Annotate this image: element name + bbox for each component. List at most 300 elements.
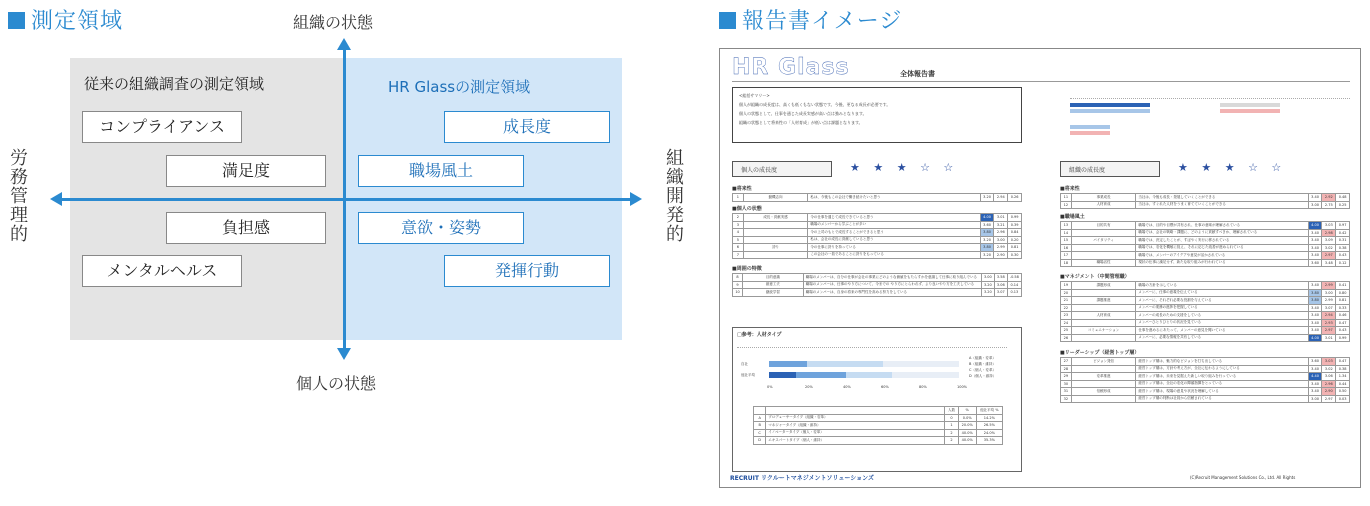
- section-title: ■周囲の特徴: [732, 266, 762, 272]
- row-question: 職場のメンバーは、自身の将来の専門性を高める努力をしている: [803, 289, 981, 297]
- section-title: ■職場風土: [1060, 214, 1085, 220]
- row-number: 11: [1061, 194, 1072, 202]
- row-benchmark: 2.99: [1322, 282, 1336, 290]
- ref-legend-item: D（個人・維持）: [969, 374, 997, 378]
- section-title: ■将来性: [1060, 186, 1080, 192]
- ref-cell: 14.2%: [976, 414, 1002, 422]
- ref-cell: B: [754, 422, 766, 430]
- item-behavior: 発揮行動: [444, 255, 610, 287]
- row-question: メンバーひとりひとりの状況を見ている: [1136, 319, 1308, 327]
- row-number: 27: [1061, 358, 1072, 366]
- row-diff: 0.97: [1336, 222, 1350, 230]
- hr-glass-area-title: HR Glassの測定領域: [388, 78, 531, 96]
- row-benchmark: 2.99: [994, 244, 1008, 252]
- row-benchmark: 2.97: [1322, 395, 1336, 403]
- row-benchmark: 2.75: [1322, 201, 1336, 209]
- score-row: [1061, 380, 1350, 388]
- ref-axis-tick: 100%: [957, 385, 968, 389]
- row-diff: 0.43: [1336, 252, 1350, 260]
- ref-bar-segment: [883, 361, 959, 367]
- row-diff: 0.84: [1008, 229, 1022, 237]
- score-row: [1061, 327, 1350, 335]
- summary-heading: <総括サマリー>: [739, 93, 770, 98]
- row-category: [1071, 334, 1136, 342]
- row-benchmark: 3.07: [994, 289, 1007, 297]
- ref-cell: D: [754, 437, 766, 445]
- row-benchmark: 2.98: [1322, 229, 1336, 237]
- ref-cell: プロデューサータイプ（組織・変革）: [766, 414, 945, 422]
- row-category: [1071, 252, 1136, 260]
- item-growth: 成長度: [444, 111, 610, 143]
- axis-label-top: 組織の状態: [293, 13, 374, 32]
- ref-row: [754, 422, 1003, 430]
- row-diff: 0.31: [1336, 237, 1350, 245]
- score-row: [733, 274, 1022, 282]
- score-row: [733, 229, 1022, 237]
- score-row: [1061, 365, 1350, 373]
- row-score: 3.60: [980, 221, 994, 229]
- ref-head-cell: 他社平均 %: [976, 407, 1002, 415]
- row-benchmark: 2.99: [1322, 297, 1336, 305]
- ref-legend-item: A（組織・変革）: [969, 356, 996, 360]
- ref-bar-segment: [796, 372, 846, 378]
- section-heading-scope: 測定領域: [8, 4, 123, 35]
- row-score: 3.20: [981, 289, 994, 297]
- row-diff: 0.47: [1336, 358, 1350, 366]
- score-row: [1061, 244, 1350, 252]
- score-row: [733, 214, 1022, 222]
- row-number: 19: [1061, 282, 1072, 290]
- ref-bar-segment: [807, 361, 883, 367]
- score-row: [733, 244, 1022, 252]
- section-title: ■マネジメント（中間管理職）: [1060, 274, 1130, 280]
- row-diff: 0.39: [1008, 221, 1022, 229]
- row-diff: 0.33: [1336, 304, 1350, 312]
- row-number: 2: [733, 214, 744, 222]
- row-score: 4.40: [1308, 373, 1322, 381]
- row-number: 30: [1061, 380, 1072, 388]
- row-category: 職場活性: [1071, 259, 1136, 267]
- row-question: 職場のメンバーは、自分の仕事が会社の事業にどのような価値をもたらすかを意識して仕事に取り組んでいる: [803, 274, 981, 282]
- row-benchmark: 3.00: [994, 236, 1008, 244]
- summary-line: 組織の状態として将来性の「人材育成」が低い点は課題となります。: [739, 120, 863, 125]
- row-question: メンバーの成長のための支援をしている: [1136, 312, 1308, 320]
- axis-label-right: 組織開発的: [663, 148, 684, 243]
- section-title: ■リーダーシップ（経営トップ層）: [1060, 350, 1140, 356]
- row-diff: -0.58: [1007, 274, 1021, 282]
- org-growth-stars: ★ ★ ★ ☆ ☆: [1178, 161, 1287, 174]
- personal-growth-label: 個人の成長度: [732, 161, 832, 177]
- row-category: バイタリティ: [1071, 237, 1136, 245]
- square-icon: [8, 12, 25, 29]
- row-question: 職場のメンバーから学ぶことが多い: [808, 221, 980, 229]
- ref-axis-tick: 40%: [843, 385, 851, 389]
- ref-note: [737, 340, 1007, 348]
- row-benchmark: 3.03: [1322, 222, 1336, 230]
- row-question: 私は、今後もこの会社で働き続けたいと思う: [808, 194, 980, 202]
- row-diff: 0.41: [1336, 282, 1350, 290]
- row-number: 18: [1061, 259, 1072, 267]
- axis-label-bottom: 個人の状態: [296, 374, 377, 393]
- note-lines: [1070, 85, 1350, 99]
- row-diff: 0.26: [1008, 194, 1022, 202]
- section-heading-report: 報告書イメージ: [719, 4, 902, 35]
- row-question: 職場のメンバーは、仕事のやり方について、今までの やり方にとらわれず、より良いやり方を工夫している: [803, 281, 981, 289]
- ref-cell: 26.5%: [976, 422, 1002, 430]
- row-number: 9: [733, 281, 743, 289]
- row-benchmark: 2.93: [1322, 319, 1336, 327]
- row-number: 26: [1061, 334, 1072, 342]
- row-benchmark: 2.94: [1322, 312, 1336, 320]
- row-score: 4.00: [1308, 222, 1322, 230]
- row-diff: 0.03: [1336, 395, 1350, 403]
- score-row: [1061, 319, 1350, 327]
- legend-swatch-lightblue: [1070, 109, 1150, 113]
- row-diff: 0.47: [1336, 319, 1350, 327]
- row-category: [743, 221, 808, 229]
- ref-cell: 2: [945, 429, 958, 437]
- arrow-down-icon: [337, 348, 351, 360]
- row-category: 課題推進: [1071, 297, 1136, 305]
- row-number: 13: [1061, 222, 1072, 230]
- row-score: 3.00: [981, 274, 994, 282]
- ref-cell: A: [754, 414, 766, 422]
- row-number: 14: [1061, 229, 1072, 237]
- ref-cell: 20.0%: [958, 422, 976, 430]
- row-benchmark: 2.97: [1322, 252, 1336, 260]
- row-question: 職場では、目的や目標が共有され、仕事の意味が理解されている: [1136, 222, 1308, 230]
- ref-legend-item: B（組織・維持）: [969, 362, 996, 366]
- score-table: [732, 273, 1022, 297]
- row-question: メンバーの業務の進捗を把握している: [1136, 304, 1308, 312]
- row-question: 今の仕事を通じて成長できていると思う: [808, 214, 980, 222]
- legend-swatch-red: [1070, 131, 1110, 135]
- row-score: 3.40: [1308, 244, 1322, 252]
- score-row: [733, 281, 1022, 289]
- row-number: 16: [1061, 244, 1072, 252]
- row-question: 今の上司のもとで成長することができると思う: [808, 229, 980, 237]
- item-motivation: 意欲・姿勢: [358, 212, 524, 244]
- row-diff: 0.80: [1336, 289, 1350, 297]
- row-number: 28: [1061, 365, 1072, 373]
- row-question: 当社は、今後も成長・発展していくことができる: [1136, 194, 1308, 202]
- section-title: ■将来性: [732, 186, 752, 192]
- personal-growth-stars: ★ ★ ★ ☆ ☆: [850, 161, 959, 174]
- score-row: [1061, 194, 1350, 202]
- row-benchmark: 3.01: [994, 214, 1008, 222]
- score-row: [733, 221, 1022, 229]
- row-number: 10: [733, 289, 743, 297]
- ref-head-blank: [766, 407, 945, 415]
- row-number: 12: [1061, 201, 1072, 209]
- score-row: [1061, 282, 1350, 290]
- score-row: [1061, 297, 1350, 305]
- row-category: 誇り: [743, 244, 808, 252]
- ref-row: [754, 414, 1003, 422]
- row-diff: 0.14: [1007, 281, 1021, 289]
- row-question: メンバーに、必要な情報を共有している: [1136, 334, 1308, 342]
- row-score: 3.80: [1308, 297, 1322, 305]
- row-number: 6: [733, 244, 744, 252]
- row-score: 4.00: [980, 214, 994, 222]
- ref-cell: 2: [945, 437, 958, 445]
- score-row: [1061, 373, 1350, 381]
- row-benchmark: 3.06: [994, 281, 1007, 289]
- ref-head-row: [754, 407, 1003, 415]
- score-row: [1061, 304, 1350, 312]
- legend-swatch-blue: [1070, 103, 1150, 107]
- ref-cell: 1: [945, 422, 958, 430]
- score-row: [1061, 388, 1350, 396]
- row-category: 目的意識: [743, 274, 804, 282]
- row-diff: 0.20: [1008, 236, 1022, 244]
- row-benchmark: 3.48: [1322, 259, 1336, 267]
- row-category: [1071, 380, 1136, 388]
- row-number: 24: [1061, 319, 1072, 327]
- arrow-right-icon: [630, 192, 642, 206]
- row-number: 8: [733, 274, 743, 282]
- row-number: 17: [1061, 252, 1072, 260]
- row-score: 3.40: [1308, 229, 1322, 237]
- ref-bar-segment: [769, 361, 807, 367]
- score-table: [1060, 193, 1350, 209]
- score-row: [733, 194, 1022, 202]
- ref-axis-tick: 60%: [881, 385, 889, 389]
- row-number: 3: [733, 221, 744, 229]
- square-icon: [719, 12, 736, 29]
- row-question: 現状の仕事に満足せず、新たな取り組みが行われている: [1136, 259, 1308, 267]
- row-score: 3.40: [1308, 319, 1322, 327]
- row-question: 経営トップ層は、全社の変化の陣頭指揮をとっている: [1136, 380, 1308, 388]
- ref-bar-segment: [846, 372, 892, 378]
- row-diff: 0.81: [1008, 244, 1022, 252]
- ref-head-blank: [754, 407, 766, 415]
- row-category: [1071, 304, 1136, 312]
- score-table: [732, 193, 1022, 202]
- row-number: 5: [733, 236, 744, 244]
- row-diff: 0.38: [1336, 365, 1350, 373]
- row-score: 3.80: [980, 229, 994, 237]
- row-category: [1071, 365, 1136, 373]
- row-score: 3.40: [1308, 327, 1322, 335]
- legend-swatch-red: [1220, 109, 1280, 113]
- row-category: [1071, 319, 1136, 327]
- row-question: 職場では、会社の戦略・課題に、どのように貢献すべきか、理解されている: [1136, 229, 1308, 237]
- row-number: 22: [1061, 304, 1072, 312]
- row-question: 仕事を進めるにあたって、メンバーの意見を聞いている: [1136, 327, 1308, 335]
- row-benchmark: 2.96: [1322, 380, 1336, 388]
- row-category: [743, 251, 808, 259]
- row-benchmark: 3.07: [1322, 304, 1336, 312]
- row-benchmark: 3.02: [1322, 365, 1336, 373]
- row-number: 4: [733, 229, 744, 237]
- row-category: 課題形成: [1071, 282, 1136, 290]
- ref-bar-segment: [769, 372, 796, 378]
- row-diff: 1.34: [1336, 373, 1350, 381]
- row-question: この会社の一員であることに誇りをもっている: [808, 251, 980, 259]
- score-table: [1060, 281, 1350, 342]
- row-number: 29: [1061, 373, 1072, 381]
- score-row: [1061, 334, 1350, 342]
- row-question: 経営トップ層の判断は社員から信頼されている: [1136, 395, 1308, 403]
- row-diff: 0.99: [1336, 334, 1350, 342]
- row-question: 当社は、すぐれた人材をうまく育てていくことができる: [1136, 201, 1308, 209]
- row-question: 今の仕事に誇りを持っている: [808, 244, 980, 252]
- row-diff: 0.30: [1008, 251, 1022, 259]
- row-benchmark: 2.90: [1322, 388, 1336, 396]
- row-number: 7: [733, 251, 744, 259]
- report-logo: HR Glass: [732, 55, 850, 80]
- vertical-axis: [343, 46, 346, 352]
- ref-legend-item: C（個人・変革）: [969, 368, 996, 372]
- ref-cell: マネジャータイプ（組織・維持）: [766, 422, 945, 430]
- row-category: 成長・貢献実感: [743, 214, 808, 222]
- ref-cell: 40.0%: [958, 429, 976, 437]
- row-category: 信頼形成: [1071, 388, 1136, 396]
- row-number: 25: [1061, 327, 1072, 335]
- row-score: 3.20: [981, 281, 994, 289]
- row-score: 3.20: [980, 251, 994, 259]
- row-category: 変革推進: [1071, 373, 1136, 381]
- axis-label-left: 労務管理的: [7, 148, 28, 243]
- row-score: 3.00: [1308, 395, 1322, 403]
- ref-head-cell: 人数: [945, 407, 958, 415]
- org-growth-label: 組織の成長度: [1060, 161, 1160, 177]
- row-question: 経営トップ層は、方針や考え方が、全社に伝わるようにしている: [1136, 365, 1308, 373]
- row-number: 15: [1061, 237, 1072, 245]
- row-category: [1071, 229, 1136, 237]
- row-question: 職場では、決定したことが、すばやく実行に移されている: [1136, 237, 1308, 245]
- row-number: 21: [1061, 297, 1072, 305]
- row-category: [1071, 289, 1136, 297]
- ref-cell: 24.0%: [976, 429, 1002, 437]
- row-category: コミュニケーション: [1071, 327, 1136, 335]
- arrow-left-icon: [50, 192, 62, 206]
- score-row: [1061, 312, 1350, 320]
- item-burden: 負担感: [166, 212, 326, 244]
- ref-cell: C: [754, 429, 766, 437]
- summary-line: 個人が組織の成長度は、高くも低くもない状態です。今後、更なる成長が必要です。: [739, 102, 891, 107]
- ref-bar-label: 自社: [741, 362, 748, 366]
- row-question: 経営トップ層は、現場の意見や状況を理解している: [1136, 388, 1308, 396]
- score-row: [733, 289, 1022, 297]
- row-score: 3.40: [1308, 194, 1322, 202]
- row-benchmark: 3.03: [1322, 358, 1336, 366]
- ref-title: □参考：人材タイプ: [737, 332, 782, 338]
- ref-axis-tick: 80%: [919, 385, 927, 389]
- item-compliance: コンプライアンス: [82, 111, 242, 143]
- row-diff: 0.43: [1336, 327, 1350, 335]
- row-question: 経営トップ層は、魅力的なビジョンを打ち出している: [1136, 358, 1308, 366]
- row-score: 3.80: [980, 244, 994, 252]
- legend-notes: [1070, 85, 1350, 145]
- score-row: [1061, 201, 1350, 209]
- ref-row: [754, 429, 1003, 437]
- row-score: 3.40: [1308, 365, 1322, 373]
- ref-cell: イノベータータイプ（個人・変革）: [766, 429, 945, 437]
- row-category: 動機志向: [743, 194, 808, 202]
- ref-cell: 35.3%: [976, 437, 1002, 445]
- score-table: [1060, 221, 1350, 267]
- talent-type-reference: [732, 327, 1022, 472]
- ref-cell: 0.0%: [958, 414, 976, 422]
- row-score: 3.40: [1308, 388, 1322, 396]
- row-score: 3.80: [1308, 289, 1322, 297]
- row-category: 継続学習: [743, 289, 804, 297]
- row-diff: 0.25: [1336, 201, 1350, 209]
- row-question: 経営トップ層は、未来を見据えた新しい取り組みを行っている: [1136, 373, 1308, 381]
- row-benchmark: 3.58: [994, 274, 1007, 282]
- row-score: 3.40: [1308, 380, 1322, 388]
- score-table: [732, 213, 1022, 259]
- row-score: 4.00: [1308, 334, 1322, 342]
- row-category: [743, 236, 808, 244]
- ref-type-table: [753, 406, 1003, 445]
- score-row: [1061, 252, 1350, 260]
- row-number: 31: [1061, 388, 1072, 396]
- row-category: [743, 229, 808, 237]
- score-row: [1061, 289, 1350, 297]
- summary-box: [732, 87, 1022, 143]
- row-question: 職場では、メンバーのアイデアや意見が活かされている: [1136, 252, 1308, 260]
- row-score: 3.40: [1308, 312, 1322, 320]
- row-number: 20: [1061, 289, 1072, 297]
- ref-bar-label: 他社平均: [741, 373, 755, 377]
- footer-copyright: (C)Recruit Management Solutions Co., Ltd. All Rights: [1190, 475, 1296, 480]
- row-benchmark: 2.94: [994, 194, 1008, 202]
- row-question: メンバーに、仕事の意義を伝えている: [1136, 289, 1308, 297]
- row-diff: 0.38: [1336, 244, 1350, 252]
- section-title: ■個人の状態: [732, 206, 762, 212]
- score-row: [733, 236, 1022, 244]
- score-table: [1060, 357, 1350, 403]
- row-question: メンバーに、それぞれ必要な役割を与えている: [1136, 297, 1308, 305]
- legend-swatch-lightblue: [1070, 125, 1110, 129]
- row-benchmark: 3.02: [1322, 244, 1336, 252]
- row-benchmark: 3.01: [1322, 334, 1336, 342]
- row-score: 3.40: [1308, 282, 1322, 290]
- traditional-area-title: 従来の組織調査の測定領域: [84, 75, 265, 93]
- item-satisfaction: 満足度: [166, 155, 326, 187]
- row-question: 職場では、変化を機敏に捉え、それに応じた改善が進められている: [1136, 244, 1308, 252]
- row-question: 私は、会社の成長に貢献していると思う: [808, 236, 980, 244]
- score-row: [733, 251, 1022, 259]
- ref-bar-segment: [892, 372, 959, 378]
- row-score: 3.40: [1308, 237, 1322, 245]
- row-category: 創意工夫: [743, 281, 804, 289]
- row-category: 人材育成: [1071, 201, 1136, 209]
- item-mental-health: メンタルヘルス: [82, 255, 242, 287]
- row-diff: 0.81: [1336, 297, 1350, 305]
- row-diff: 0.48: [1336, 194, 1350, 202]
- row-category: 目的共有: [1071, 222, 1136, 230]
- row-score: 3.40: [1308, 304, 1322, 312]
- arrow-up-icon: [337, 38, 351, 50]
- row-number: 1: [733, 194, 744, 202]
- ref-cell: 0: [945, 414, 958, 422]
- row-question: 職場の方針を示している: [1136, 282, 1308, 290]
- report-title: 全体報告書: [900, 70, 935, 78]
- row-diff: 0.50: [1336, 388, 1350, 396]
- row-score: 3.20: [980, 236, 994, 244]
- ref-cell: エキスパートタイプ（個人・維持）: [766, 437, 945, 445]
- ref-axis-tick: 0%: [767, 385, 773, 389]
- ref-head-cell: %: [958, 407, 976, 415]
- row-category: 人材育成: [1071, 312, 1136, 320]
- row-category: 事業成長: [1071, 194, 1136, 202]
- summary-line: 個人の状態として、仕事を通じた成長実感が高い点は強みとなります。: [739, 111, 867, 116]
- row-score: 3.60: [1308, 259, 1322, 267]
